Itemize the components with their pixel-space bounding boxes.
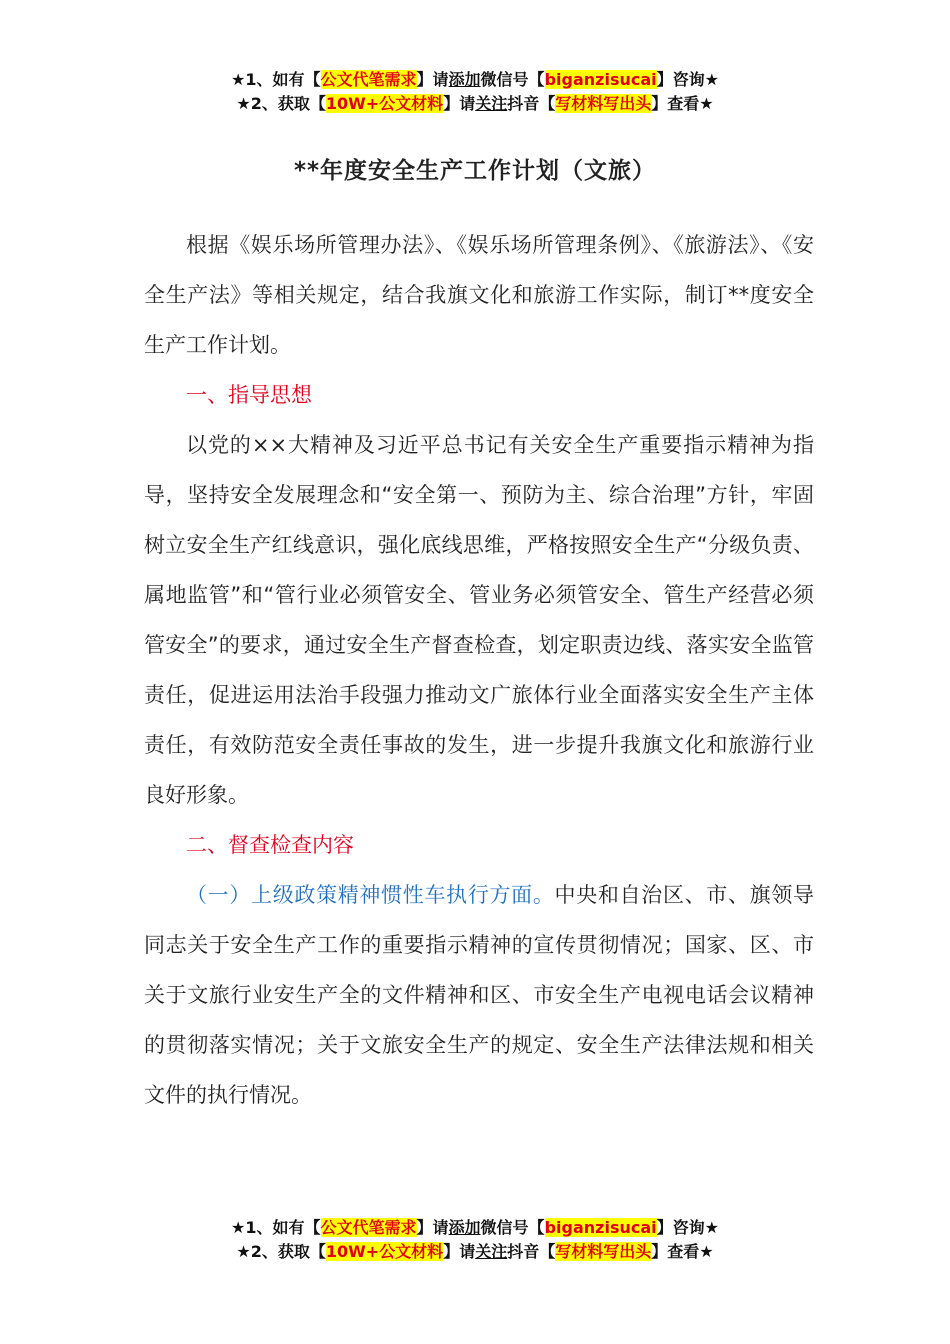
banner-text: 】请 <box>443 94 476 113</box>
banner-text: ★1、如有【 <box>231 1218 321 1237</box>
section-heading-2: 二、督查检查内容 <box>186 833 354 857</box>
subsection-heading: （一）上级政策精神惯性车执行方面。 <box>186 883 555 907</box>
banner-line-2 <box>0 92 950 116</box>
document-title: **年度安全生产工作计划（文旅） <box>293 158 657 184</box>
banner-highlight: 公文代笔需求 <box>320 70 417 89</box>
subsection-paragraph <box>144 870 814 1120</box>
banner-text: 】请 <box>443 1242 476 1261</box>
banner-douyin-id: 写材料写出头 <box>555 94 652 113</box>
banner-text: ★2、获取【 <box>236 94 326 113</box>
banner-text: 】咨询★ <box>656 1218 719 1237</box>
banner-underlined: 关注 <box>475 94 508 113</box>
banner-text: 】查看★ <box>651 1242 714 1261</box>
section-heading-1: 一、指导思想 <box>186 383 312 407</box>
banner-text: 抖音【 <box>507 1242 556 1261</box>
banner-line-1 <box>0 68 950 92</box>
intro-paragraph: 根据《娱乐场所管理办法》、《娱乐场所管理条例》、《旅游法》、《安全生产法》等相关规定，结合我旗文化和旅游工作实际，制订**度安全生产工作计划。 <box>144 233 814 357</box>
banner-text: 微信号【 <box>480 70 545 89</box>
footer-banner <box>0 1216 950 1264</box>
banner-underlined: 关注 <box>475 1242 508 1261</box>
banner-text: 抖音【 <box>507 94 556 113</box>
banner-text: ★1、如有【 <box>231 70 321 89</box>
banner-text: 】咨询★ <box>656 70 719 89</box>
banner-line-1 <box>0 1216 950 1240</box>
banner-text: ★2、获取【 <box>236 1242 326 1261</box>
banner-douyin-id: 写材料写出头 <box>555 1242 652 1261</box>
document-body <box>144 220 814 1120</box>
banner-underlined: 添加 <box>448 1218 481 1237</box>
banner-text: 】查看★ <box>651 94 714 113</box>
banner-highlight: 10W+公文材料 <box>325 94 444 113</box>
banner-text: 】请 <box>416 1218 449 1237</box>
banner-wechat-id: biganzisucai <box>544 70 657 89</box>
banner-text: 微信号【 <box>480 1218 545 1237</box>
header-banner <box>0 68 950 116</box>
subsection-text: 中央和自治区、市、旗领导同志关于安全生产工作的重要指示精神的宣传贯彻情况；国家、区、市关于文旅行业安生产全的文件精神和区、市安全生产电视电话会议精神的贯彻落实情况；关于文旅安全生产的规定、安全生产法律法规和相关文件的执行情况。 <box>144 883 815 1107</box>
banner-wechat-id: biganzisucai <box>544 1218 657 1237</box>
banner-underlined: 添加 <box>448 70 481 89</box>
banner-highlight: 10W+公文材料 <box>325 1242 444 1261</box>
banner-text: 】请 <box>416 70 449 89</box>
banner-highlight: 公文代笔需求 <box>320 1218 417 1237</box>
banner-line-2 <box>0 1240 950 1264</box>
section-paragraph-1: 以党的××大精神及习近平总书记有关安全生产重要指示精神为指导，坚持安全发展理念和“安全第一、预防为主、综合治理”方针，牢固树立安全生产红线意识，强化底线思维，严格按照安全生产“分级负责、属地监管”和“管行业必须管安全、管业务必须管安全、管生产经营必须管安全”的要求，通过安全生产督查检查，划定职责边线、落实安全监管责任，促进运用法治手段强力推动文广旅体行业全面落实安全生产主体责任，有效防范安全责任事故的发生，进一步提升我旗文化和旅游行业良好形象。 <box>144 433 814 807</box>
